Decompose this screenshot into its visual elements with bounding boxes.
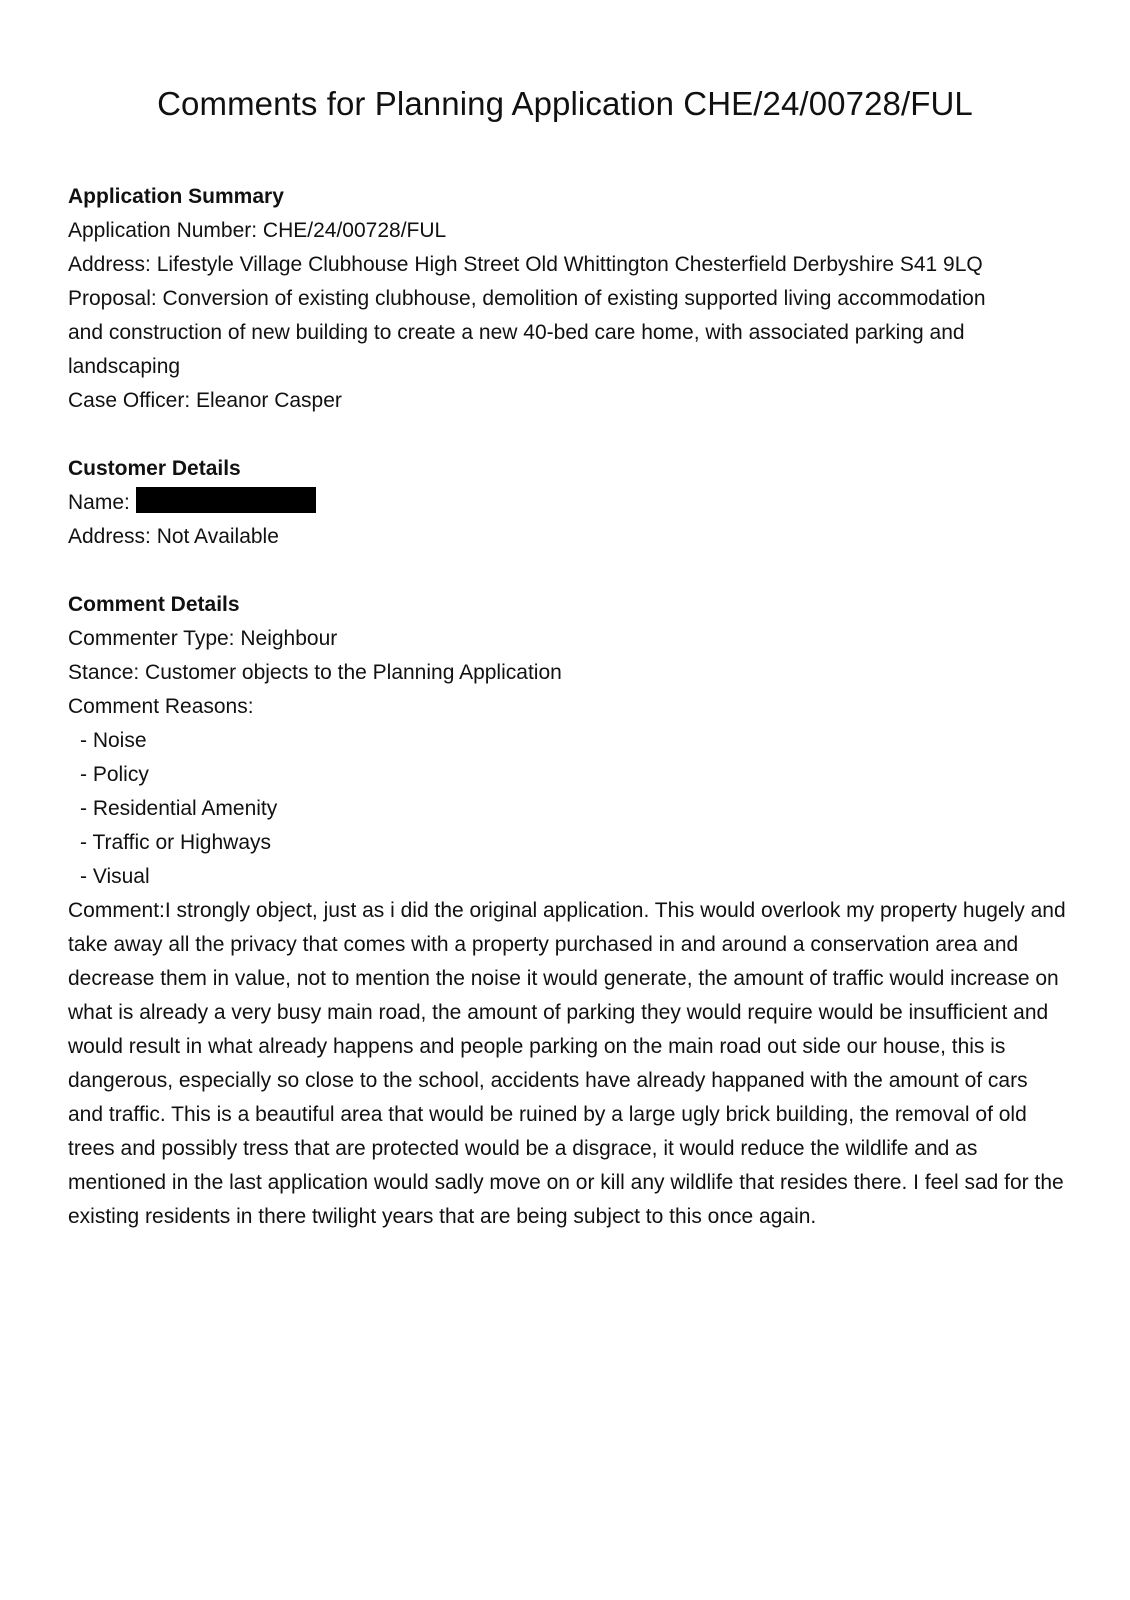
customer-details-heading: Customer Details: [68, 457, 241, 480]
page-title: Comments for Planning Application CHE/24/00728/FUL: [157, 85, 973, 122]
comment-reason-item: - Traffic or Highways: [80, 831, 271, 854]
redacted-name-block: [136, 487, 316, 513]
application-proposal: Proposal: Conversion of existing clubhouse, demolition of existing supported living accommodation and construction of new building to create a new 40-bed care home, with associated parking and landscaping: [68, 287, 986, 378]
customer-name-row: [68, 486, 1078, 520]
stance: Stance: Customer objects to the Planning Application: [68, 661, 562, 684]
comment-text: Comment:I strongly object, just as i did the original application. This would overlook my property hugely and take away all the privacy that comes with a property purchased in and around a conservation area and decrease them in value, not to mention the noise it would generate, the amount of traffic would increase on what is already a very busy main road, the amount of parking they would require would be insufficient and would result in what already happens and people parking on the main road out side our house, this is dangerous, especially so close to the school, accidents have already happaned with the amount of cars and traffic. This is a beautiful area that would be ruined by a large ugly brick building, the removal of old trees and possibly tress that are protected would be a disgrace, it would reduce the wildlife and as mentioned in the last application would sadly move on or kill any wildlife that resides there. I feel sad for the existing residents in there twilight years that are being subject to this once again.: [68, 899, 1066, 1228]
comment-details-heading: Comment Details: [68, 593, 240, 616]
customer-details-section: [68, 452, 1078, 554]
comment-reasons-label: Comment Reasons:: [68, 695, 254, 718]
comment-reason-item: - Visual: [80, 865, 150, 888]
application-address: Address: Lifestyle Village Clubhouse High Street Old Whittington Chesterfield Derbyshire S41 9LQ: [68, 253, 983, 276]
case-officer: Case Officer: Eleanor Casper: [68, 389, 342, 412]
customer-address: Address: Not Available: [68, 525, 279, 548]
document-body: [68, 180, 1078, 1234]
comment-reason-item: - Policy: [80, 763, 149, 786]
comment-reasons-list: [68, 724, 1078, 894]
comment-reason-item: - Residential Amenity: [80, 797, 278, 820]
section-spacer: [68, 418, 1078, 452]
section-spacer: [68, 554, 1078, 588]
comment-details-section: [68, 588, 1078, 1234]
commenter-type: Commenter Type: Neighbour: [68, 627, 338, 650]
application-number: Application Number: CHE/24/00728/FUL: [68, 219, 447, 242]
customer-name-label: Name:: [68, 491, 130, 514]
application-summary-section: [68, 180, 1078, 418]
application-summary-heading: Application Summary: [68, 185, 284, 208]
comment-reason-item: - Noise: [80, 729, 147, 752]
